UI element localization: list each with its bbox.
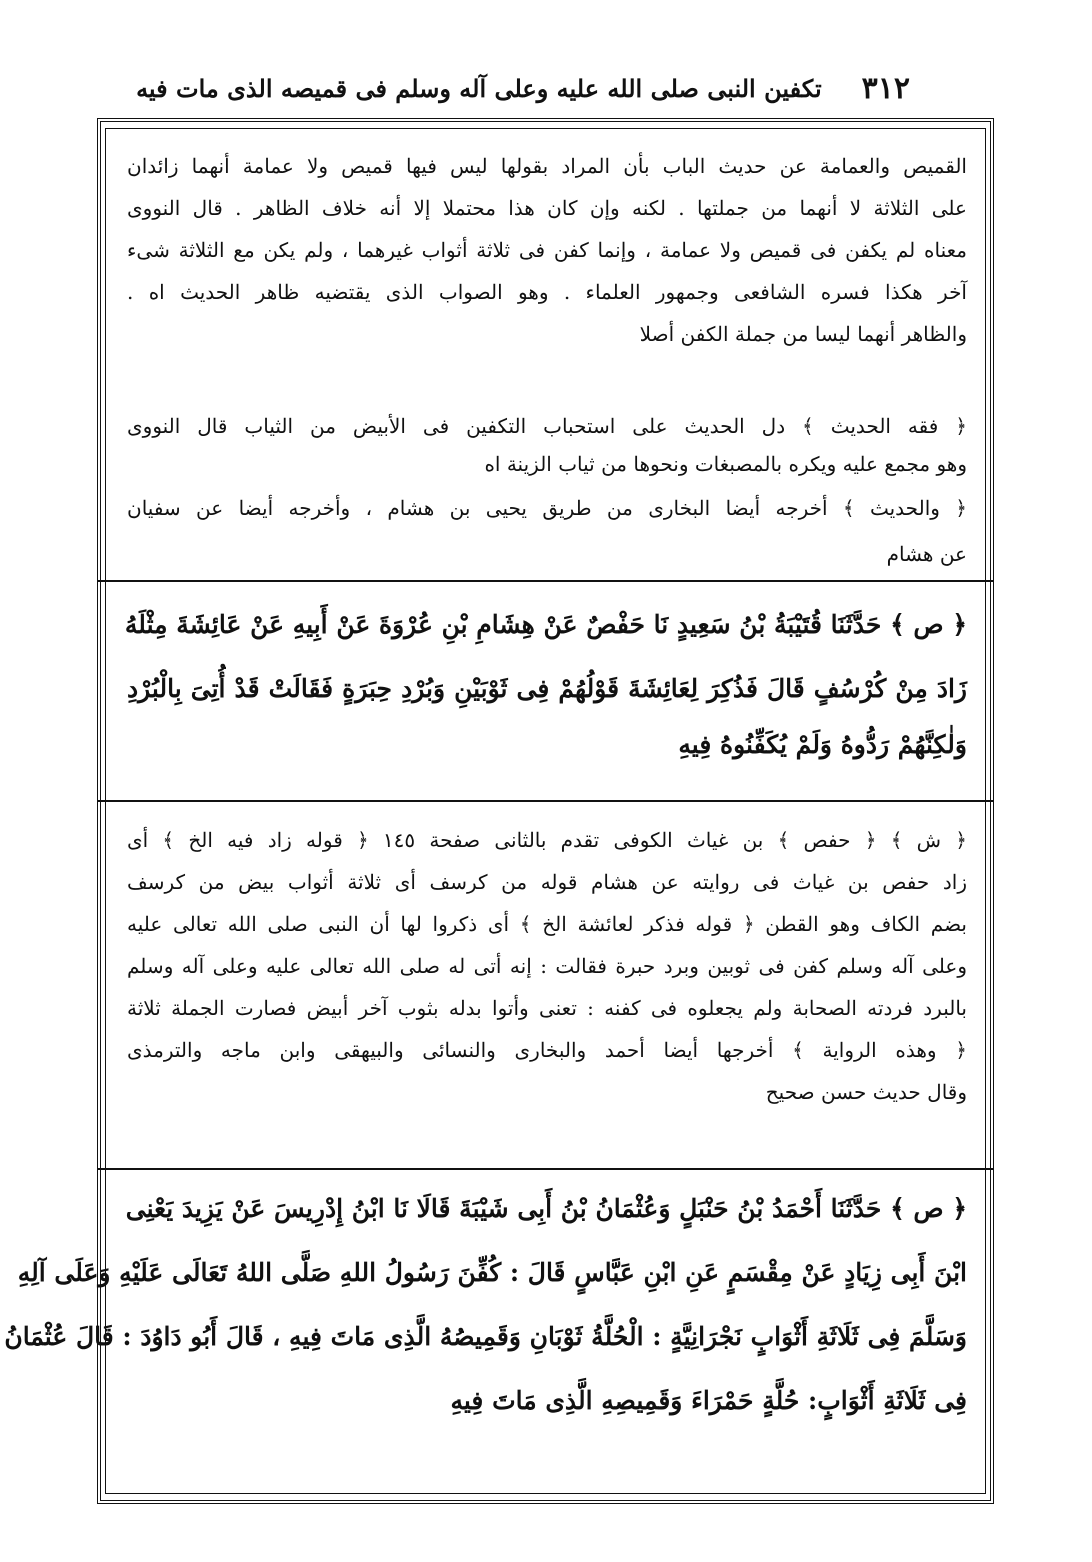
text-line: زاد حفص بن غياث فى روايته عن هشام قوله من كرسف أى ثلاثة أثواب بيض من كرسف [127,870,967,894]
text-line: وهو مجمع عليه ويكره بالمصبغات ونحوها من ثياب الزينة اه [484,452,967,476]
text-line: وقال حديث حسن صحيح [765,1080,967,1104]
text-line: ﴿ ش ﴾ ﴿ حفص ﴾ بن غياث الكوفى تقدم بالثانى صفحة ١٤٥ ﴿ قوله زاد فيه الخ ﴾ أى [127,828,967,852]
text-line: ﴿ وهذه الرواية ﴾ أخرجها أيضا أحمد والبخارى والنسائى والبيهقى وابن ماجه والترمذى [127,1038,967,1062]
section-divider [97,580,994,582]
running-header [136,66,910,110]
hadith-line: ﴿ ص ﴾ حَدَّثَنَا أَحْمَدُ بْنُ حَنْبَلٍ وَعُثْمَانُ بْنُ أَبِى شَيْبَةَ قَالَا نَا ابْنُ إِدْرِيسَ عَنْ يَزِيدَ يَعْنِى [125,1194,967,1223]
text-line: على الثلاثة لا أنهما من جملتها . لكنه وإن كان هذا محتملا إلا أنه خلاف الظاهر . قال النووى [127,196,967,220]
page-number: ٣١٢ [861,70,910,106]
text-line: ﴿ والحديث ﴾ أخرجه أيضا البخارى من طريق يحيى بن هشام ، وأخرجه أيضا عن سفيان [127,496,967,520]
section-divider [97,1168,994,1170]
hadith-line: وَسَلَّمَ فِى ثَلَاثَةِ أَثْوَابٍ نَجْرَانِيَّةٍ : الْحُلَّةُ ثَوْبَانِ وَقَمِيصُهُ الَّذِى مَاتَ فِيهِ ، قَالَ أَبُو دَاوُدَ : قَالَ عُثْمَانُ [4,1322,967,1351]
text-line: القميص والعمامة عن حديث الباب بأن المراد بقولها ليس فيها قميص ولا عمامة أنهما زائدان [127,154,967,178]
hadith-line: ﴿ ص ﴾ حَدَّثَنَا قُتَيْبَةُ بْنُ سَعِيدٍ نَا حَفْصٌ عَنْ هِشَامِ بْنِ عُرْوَةَ عَنْ أَبِيهِ عَنْ عَائِشَةَ مِثْلَهُ [124,610,967,639]
text-line: بضم الكاف وهو القطن ﴿ قوله فذكر لعائشة الخ ﴾ أى ذكروا لها أن النبى صلى الله تعالى عليه [127,912,967,936]
text-line: وعلى آله وسلم كفن فى ثوبين وبرد حبرة فقالت : إنه أتى له صلى الله تعالى عليه وعلى آله وسلم [127,954,967,978]
hadith-line: ابْنَ أَبِى زِيَادٍ عَنْ مِقْسَمٍ عَنِ ابْنِ عَبَّاسٍ قَالَ : كُفِّنَ رَسُولُ اللهِ صَلَّى اللهُ تَعَالَى عَلَيْهِ وَعَلَى آلِهِ [17,1258,967,1287]
text-line: والظاهر أنهما ليسا من جملة الكفن أصلا [639,322,967,346]
hadith-line: وَلٰكِنَّهُمْ رَدُّوهُ وَلَمْ يُكَفِّنُوهُ فِيهِ [678,730,967,759]
text-line: ﴿ فقه الحديث ﴾ دل الحديث على استحباب التكفين فى الأبيض من الثياب قال النووى [127,414,967,438]
text-line: بالبرد فردته الصحابة ولم يجعلوه فى كفنه : تعنى وأتوا بدله بثوب آخر أبيض فصارت الجملة ثلاثة [127,996,967,1020]
hadith-line: فِى ثَلَاثَةِ أَثْوَابٍ: حُلَّةٍ حَمْرَاءَ وَقَمِيصِهِ الَّذِى مَاتَ فِيهِ [450,1386,967,1415]
text-line: آخر هكذا فسره الشافعى وجمهور العلماء . وهو الصواب الذى يقتضيه ظاهر الحديث اه . [127,280,967,304]
text-line: معناه لم يكفن فى قميص ولا عمامة ، وإنما كفن فى ثلاثة أثواب غيرهما ، ولم يكن مع الثلاثة شىء [127,238,967,262]
section-divider [97,800,994,802]
text-line: عن هشام [886,542,967,566]
hadith-line: زَادَ مِنْ كُرْسُفٍ قَالَ فَذُكِرَ لِعَائِشَةَ قَوْلُهُمْ فِى ثَوْبَيْنِ وَبُرْدِ حِبَرَةٍ فَقَالَتْ قَدْ أُتِىَ بِالْبُرْدِ [127,674,967,703]
running-title: تكفين النبى صلى الله عليه وعلى آله وسلم فى قميصه الذى مات فيه [136,73,822,103]
